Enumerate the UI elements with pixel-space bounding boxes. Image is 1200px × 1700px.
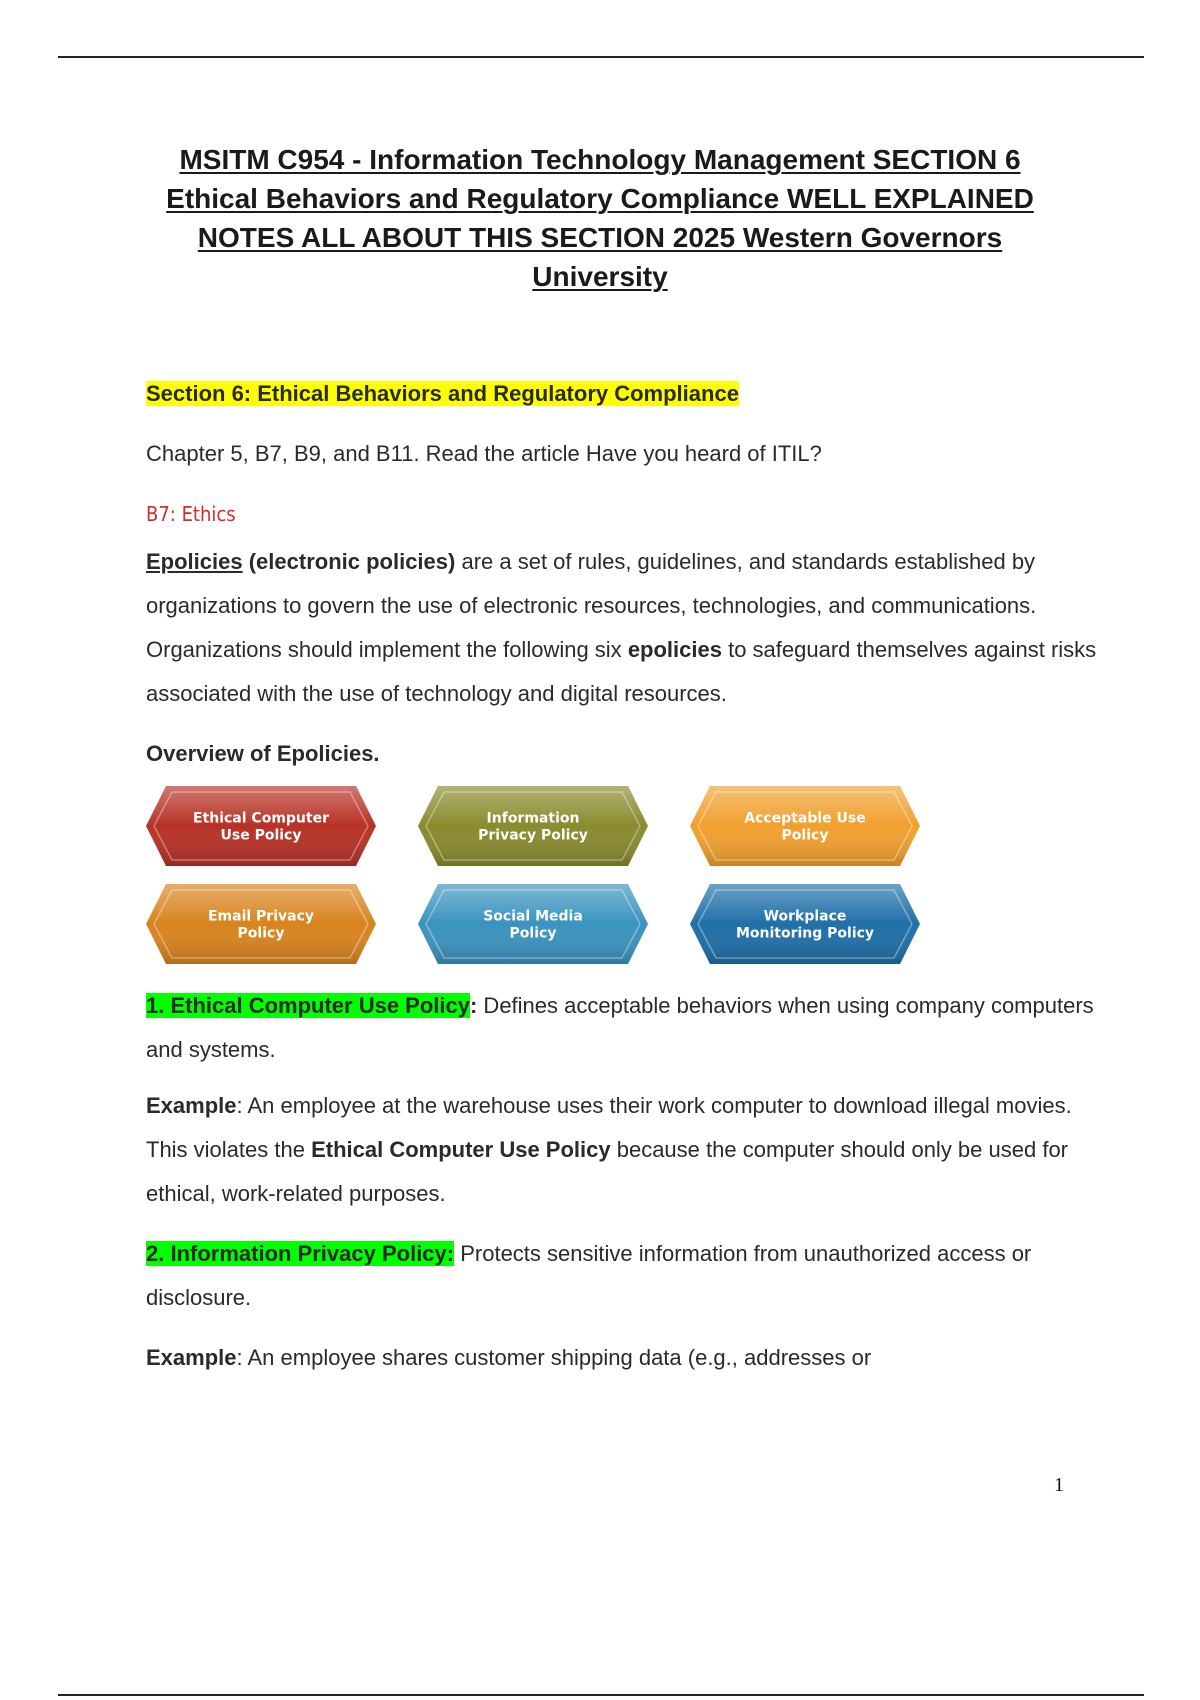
epolicy-label: Email Privacy Policy — [207, 908, 315, 942]
bottom-rule — [58, 1694, 1144, 1696]
top-rule — [58, 56, 1144, 58]
title-line-1: MSITM C954 - Information Technology Management SECTION 6 — [179, 144, 1021, 175]
policy-2 — [146, 1232, 1106, 1320]
epolicy-badge — [690, 786, 920, 866]
policy-1: 1. Ethical Computer Use Policy: Defines acceptable behaviors when using company computers and systems. — [146, 993, 1094, 1062]
epolicies-definition — [146, 540, 1106, 628]
epolicy-badge — [690, 884, 920, 964]
epolicies-diagram — [142, 782, 932, 972]
epolicy-badge — [146, 786, 376, 866]
epolicy-badge — [418, 884, 648, 964]
policy-1-text: Defines acceptable behaviors when using company computers and systems. — [146, 993, 1094, 1062]
page-number: 1 — [1054, 1474, 1064, 1496]
epolicy-badge — [146, 884, 376, 964]
overview-heading: Overview of Epolicies. — [146, 741, 380, 766]
epolicy-badge — [418, 786, 648, 866]
example-2: Example: An employee shares customer shipping data (e.g., addresses or — [146, 1345, 872, 1370]
policy-2-label: 2. Information Privacy Policy: — [146, 1241, 455, 1266]
b7-heading: B7: Ethics — [146, 502, 236, 526]
epolicy-label: Ethical Computer Use Policy — [192, 810, 330, 844]
epolicy-label: Social Media Policy — [483, 908, 583, 942]
epolicies-term-paren: (electronic policies) — [248, 549, 456, 574]
title-line-2: Ethical Behaviors and Regulatory Compliance WELL EXPLAINED — [166, 183, 1034, 214]
epolicy-label: Workplace Monitoring Policy — [735, 908, 875, 942]
document-title — [150, 140, 1050, 296]
policy-2-text: Protects sensitive information from unauthorized access or disclosure. — [146, 1241, 1032, 1310]
implement-paragraph: Organizations should implement the following six epolicies to safeguard themselves against risks associated with the use of technology and digital resources. — [146, 637, 1097, 706]
chapter-line: Chapter 5, B7, B9, and B11. Read the article Have you heard of ITIL? — [146, 441, 822, 466]
section-heading: Section 6: Ethical Behaviors and Regulatory Compliance — [146, 381, 739, 406]
epolicies-text: are a set of rules, guidelines, and standards established by organizations to govern the use of electronic resources, technologies, and communications. — [146, 549, 1037, 618]
title-line-4: University — [532, 261, 668, 292]
document-body — [146, 372, 1106, 1396]
epolicy-label: Information Privacy Policy — [478, 810, 588, 844]
title-line-3: NOTES ALL ABOUT THIS SECTION 2025 Western Governors — [197, 222, 1003, 253]
example-1: Example: An employee at the warehouse uses their work computer to download illegal movies. This violates the Ethical Computer Use Policy because the computer should only be used for ethical, work-related purposes. — [146, 1093, 1072, 1206]
policy-1-label: 1. Ethical Computer Use Policy — [146, 993, 470, 1018]
epolicies-term: Epolicies — [146, 549, 243, 574]
epolicy-label: Acceptable Use Policy — [744, 810, 866, 844]
